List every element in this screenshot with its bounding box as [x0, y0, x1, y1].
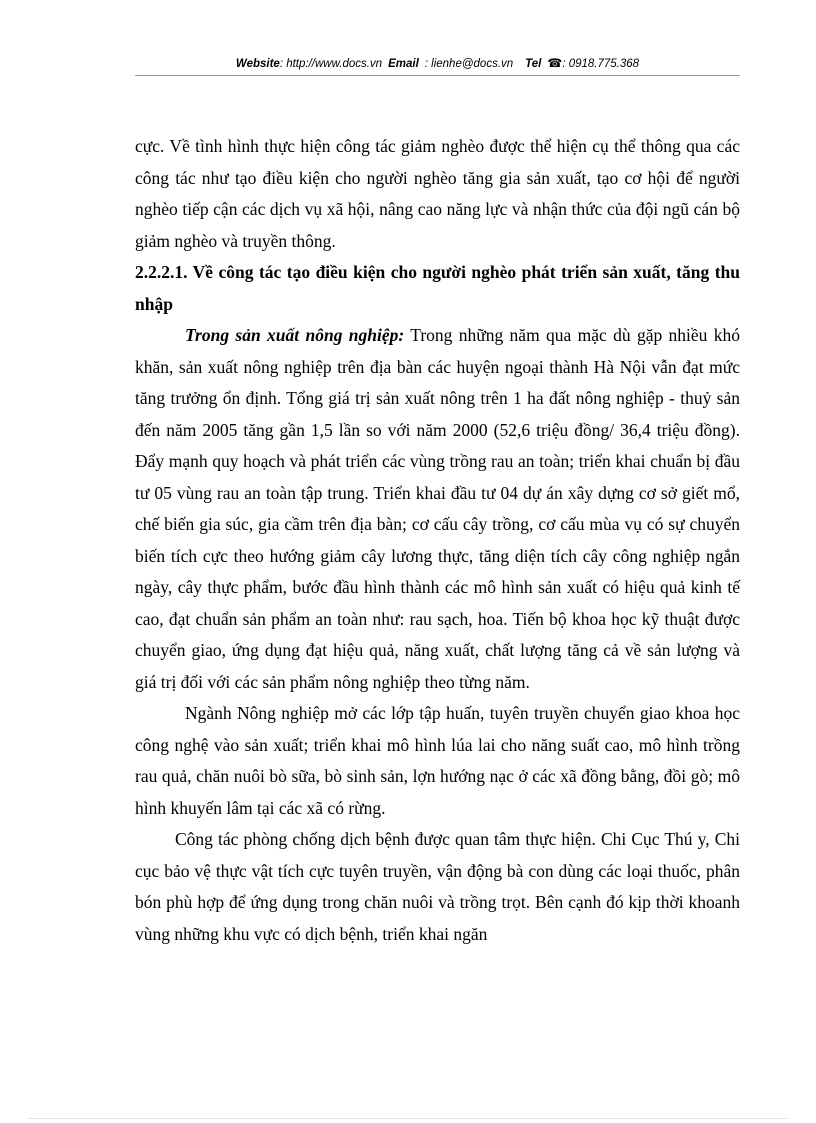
paragraph-lead: Trong sản xuất nông nghiệp: — [185, 325, 405, 345]
section-heading: 2.2.2.1. Về công tác tạo điều kiện cho người nghèo phát triển sản xuất, tăng thu nhập — [135, 262, 740, 314]
paragraph-intro: cực. Về tình hình thực hiện công tác giảm nghèo được thể hiện cụ thể thông qua các công tác như tạo điều kiện cho người nghèo tăng gia sản xuất, tạo cơ hội để người nghèo tiếp cận các dịch vụ xã hội, nâng cao năng lực và nhận thức của đội ngũ cán bộ giảm nghèo và truyền thông. — [135, 136, 740, 251]
paragraph-agriculture-text: Trong những năm qua mặc dù gặp nhiều khó khăn, sản xuất nông nghiệp trên địa bàn các huyện ngoại thành Hà Nội vẫn đạt mức tăng trưởng ổn định. Tổng giá trị sản xuất nông trên 1 ha đất nông nghiệp - thuỷ sản đến năm 2005 tăng gần 1,5 lần so với năm 2000 (52,6 triệu đồng/ 36,4 triệu đồng). Đẩy mạnh quy hoạch và phát triển các vùng trồng rau an toàn; triển khai chuẩn bị đầu tư 05 vùng rau an toàn tập trung. Triển khai đầu tư 04 dự án xây dựng cơ sở giết mổ, chế biến gia súc, gia cầm trên địa bàn; cơ cấu cây trồng, cơ cấu mùa vụ có sự chuyển biến tích cực theo hướng giảm cây lương thực, tăng diện tích cây công nghiệp ngắn ngày, cây thực phẩm, bước đầu hình thành các mô hình sản xuất có hiệu quả kinh tế cao, đạt chuẩn sản phẩm an toàn như: rau sạch, hoa. Tiến bộ khoa học kỹ thuật được chuyển giao, ứng dụng đạt hiệu quả, năng xuất, chất lượng tăng cả về sản lượng và giá trị đối với các sản phẩm nông nghiệp theo từng năm. — [135, 325, 741, 692]
page-header — [135, 56, 740, 70]
website-value[interactable]: : http://www.docs.vn — [279, 58, 383, 70]
header-divider — [135, 75, 740, 76]
email-label: Email — [388, 58, 419, 70]
document-body — [135, 131, 740, 950]
paragraph-agriculture — [135, 320, 740, 698]
website-label: Website — [235, 58, 280, 70]
tel-value: : 0918.775.368 — [562, 58, 640, 70]
paragraph-disease-control: Công tác phòng chống dịch bệnh được quan tâm thực hiện. Chi Cục Thú y, Chi cục bảo vệ thực vật tích cực tuyên truyền, vận động bà con dùng các loại thuốc, phân bón phù hợp để ứng dụng trong chăn nuôi và trồng trọt. Bên cạnh đó kịp thời khoanh vùng những khu vực có dịch bệnh, triển khai ngăn — [135, 829, 740, 944]
tel-label: Tel — [525, 58, 542, 70]
email-value[interactable]: : lienhe@docs.vn — [424, 58, 514, 70]
footer-divider — [28, 1118, 788, 1119]
paragraph-training: Ngành Nông nghiệp mở các lớp tập huấn, tuyên truyền chuyển giao khoa học công nghệ vào sản xuất; triển khai mô hình lúa lai cho năng suất cao, mô hình trồng rau quả, chăn nuôi bò sữa, bò sinh sản, lợn hướng nạc ở các xã đồng bằng, đồi gò; mô hình khuyến lâm tại các xã có rừng. — [135, 703, 740, 818]
phone-icon: ☎ — [547, 56, 563, 70]
